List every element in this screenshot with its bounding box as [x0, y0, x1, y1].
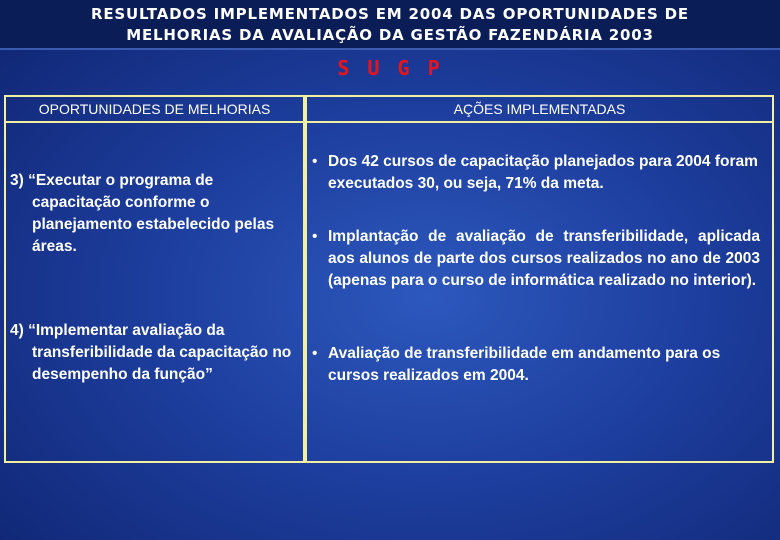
opportunity-item-4: 4) “Implementar avaliação da transferibilidade da capacitação no desempenho da função”	[10, 322, 292, 383]
action-item-1-text: Dos 42 cursos de capacitação planejados para 2004 foram executados 30, ou seja, 71% da meta.	[328, 153, 758, 192]
title-line-2: MELHORIAS DA AVALIAÇÃO DA GESTÃO FAZENDÁRIA 2003	[126, 26, 654, 44]
opportunities-column	[4, 95, 305, 463]
header-divider	[4, 121, 774, 123]
bullet-icon: •	[312, 153, 318, 170]
title-line-1: RESULTADOS IMPLEMENTADOS EM 2004 DAS OPORTUNIDADES DE	[91, 5, 689, 23]
action-item-3-text: Avaliação de transferibilidade em andamento para os cursos realizados em 2004.	[328, 345, 721, 384]
action-item-1	[312, 151, 760, 195]
action-item-2	[312, 226, 760, 292]
action-item-3	[312, 343, 760, 387]
bullet-icon: •	[312, 228, 318, 245]
opportunity-item-3: 3) “Executar o programa de capacitação conforme o planejamento estabelecido pelas áreas.	[10, 172, 275, 255]
bullet-icon: •	[312, 345, 318, 362]
right-column-header: AÇÕES IMPLEMENTADAS	[453, 101, 626, 117]
left-column-header: OPORTUNIDADES DE MELHORIAS	[38, 101, 271, 117]
slide-title	[0, 0, 780, 50]
action-item-2-text: Implantação de avaliação de transferibilidade, aplicada aos alunos de parte dos cursos realizados no ano de 2003 (apenas para o curso de informática realizado no interior).	[328, 228, 760, 289]
subtitle: S U G P	[337, 56, 443, 80]
